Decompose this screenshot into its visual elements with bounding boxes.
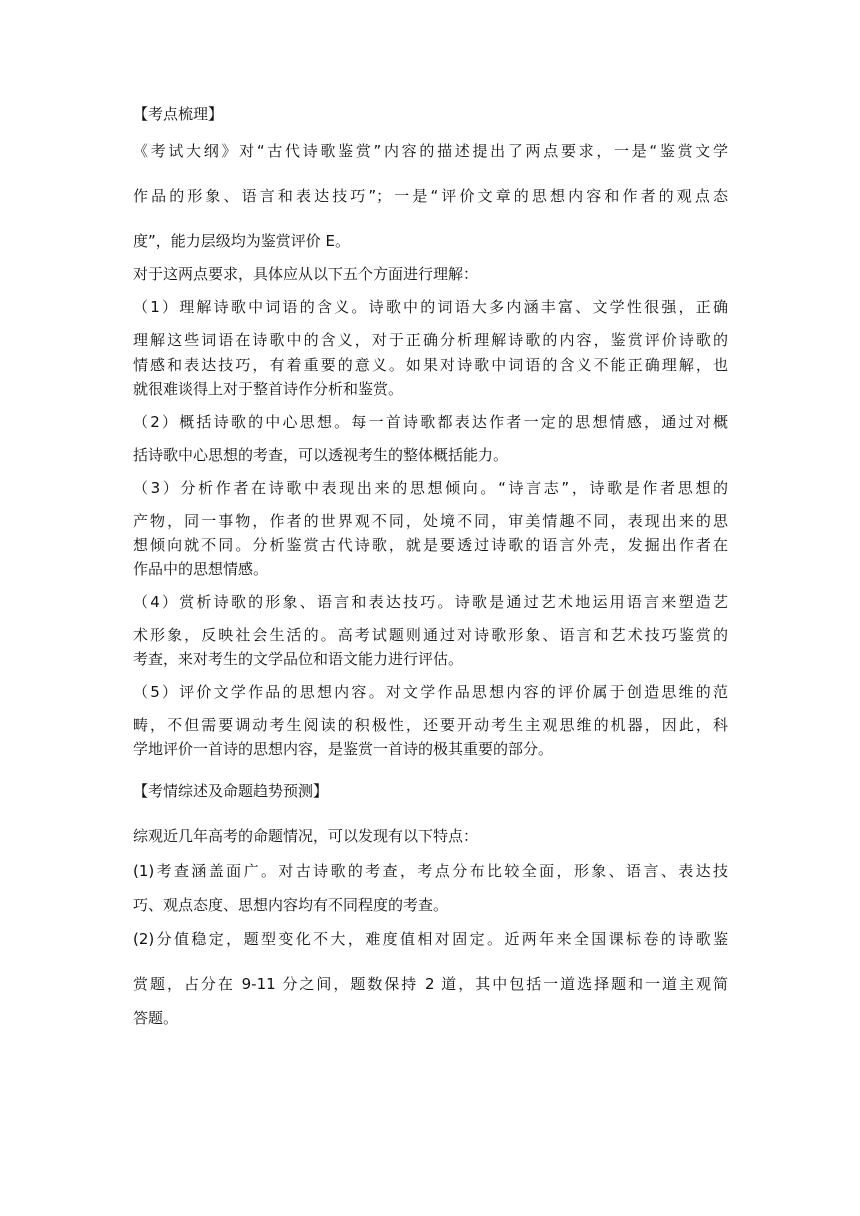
five-aspects-lead: 对于这两点要求，具体应从以下五个方面进行理解： xyxy=(133,265,479,283)
section-heading-trend-forecast: 【考情综述及命题趋势预测】 xyxy=(133,782,329,800)
outline-intro-line-2: 作品的形象、语言和表达技巧”；一是“评价文章的思想内容和作者的观点态 xyxy=(133,187,728,205)
section-heading-exam-points: 【考点梳理】 xyxy=(133,105,224,123)
outline-intro-line-3: 度”，能力层级均为鉴赏评价 E。 xyxy=(133,232,351,250)
point-1-line-3: 情感和表达技巧，有着重要的意义。如果对诗歌中词语的含义不能正确理解，也 xyxy=(133,356,728,374)
trend-lead: 综观近几年高考的命题情况，可以发现有以下特点： xyxy=(133,827,479,845)
outline-intro-line-1: 《考试大纲》对“古代诗歌鉴赏”内容的描述提出了两点要求，一是“鉴赏文学 xyxy=(133,142,728,160)
trend-point-1-line-2: 巧、观点态度、思想内容均有不同程度的考查。 xyxy=(133,896,449,914)
point-5-line-3: 学地评价一首诗的思想内容，是鉴赏一首诗的极其重要的部分。 xyxy=(133,740,554,758)
point-5-line-1: （5）评价文学作品的思想内容。对文学作品思想内容的评价属于创造思维的范 xyxy=(133,683,728,701)
point-3-line-2: 产物，同一事物，作者的世界观不同，处境不同，审美情趣不同，表现出来的思 xyxy=(133,512,728,530)
point-1-line-1: （1）理解诗歌中词语的含义。诗歌中的词语大多内涵丰富、文学性很强，正确 xyxy=(133,298,728,316)
trend-point-2-line-3: 答题。 xyxy=(133,1009,179,1027)
point-4-line-2: 术形象，反映社会生活的。高考试题则通过对诗歌形象、语言和艺术技巧鉴赏的 xyxy=(133,626,728,644)
point-3-line-1: （3）分析作者在诗歌中表现出来的思想倾向。“诗言志”，诗歌是作者思想的 xyxy=(133,479,728,497)
point-3-line-3: 想倾向就不同。分析鉴赏古代诗歌，就是要透过诗歌的语言外壳，发掘出作者在 xyxy=(133,536,728,554)
trend-point-2-line-1: (2)分值稳定，题型变化不大，难度值相对固定。近两年来全国课标卷的诗歌鉴 xyxy=(133,930,728,948)
trend-point-1-line-1: (1)考查涵盖面广。对古诗歌的考查，考点分布比较全面，形象、语言、表达技 xyxy=(133,862,728,880)
point-2-line-2: 括诗歌中心思想的考查，可以透视考生的整体概括能力。 xyxy=(133,446,509,464)
point-2-line-1: （2）概括诗歌的中心思想。每一首诗歌都表达作者一定的思想情感，通过对概 xyxy=(133,413,728,431)
trend-point-2-line-2: 赏题，占分在 9-11 分之间，题数保持 2 道，其中包括一道选择题和一道主观简 xyxy=(133,975,728,993)
point-4-line-1: （4）赏析诗歌的形象、语言和表达技巧。诗歌是通过艺术地运用语言来塑造艺 xyxy=(133,593,728,611)
point-1-line-4: 就很难谈得上对于整首诗作分析和鉴赏。 xyxy=(133,380,404,398)
point-1-line-2: 理解这些词语在诗歌中的含义，对于正确分析理解诗歌的内容，鉴赏评价诗歌的 xyxy=(133,331,728,349)
point-4-line-3: 考查，来对考生的文学品位和语文能力进行评估。 xyxy=(133,650,464,668)
point-3-line-4: 作品中的思想情感。 xyxy=(133,560,269,578)
point-5-line-2: 畴，不但需要调动考生阅读的积极性，还要开动考生主观思维的机器，因此，科 xyxy=(133,716,728,734)
